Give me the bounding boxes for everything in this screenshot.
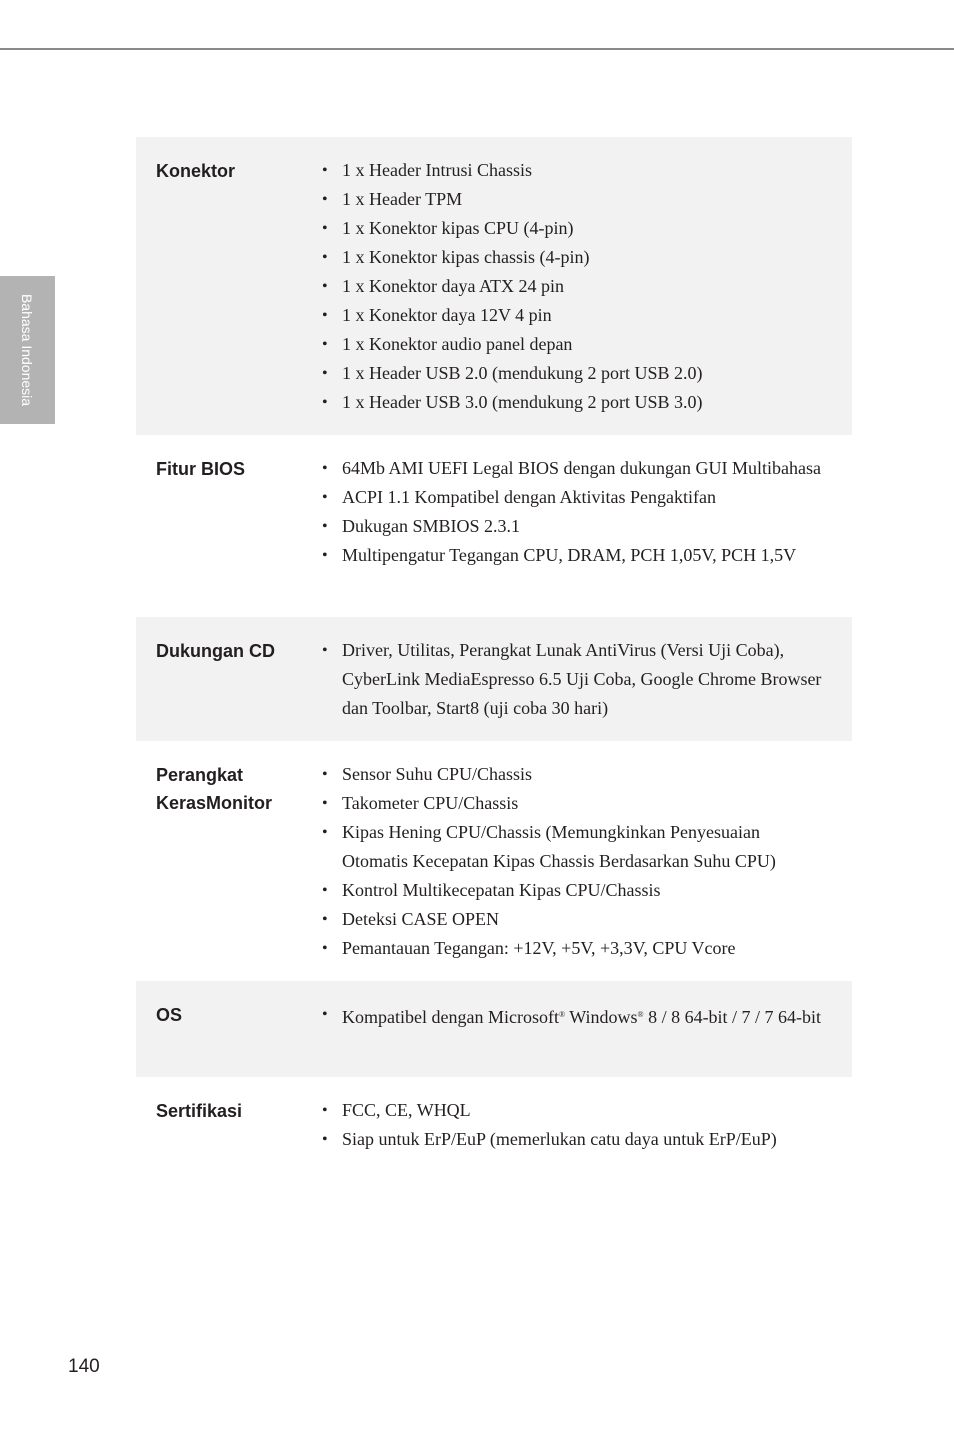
- list-item: • 1 x Konektor audio panel depan: [342, 330, 822, 359]
- list-item: • 1 x Header TPM: [342, 185, 822, 214]
- list-item: • Kontrol Multikecepatan Kipas CPU/Chassis: [342, 876, 822, 905]
- specification-table: [136, 137, 852, 1177]
- list-item: • 1 x Header Intrusi Chassis: [342, 156, 822, 185]
- list-item: • Driver, Utilitas, Perangkat Lunak AntiVirus (Versi Uji Coba), CyberLink MediaEspresso 6.5 Uji Coba, Google Chrome Browser dan Toolbar, Start8 (uji coba 30 hari): [342, 636, 822, 723]
- language-side-tab: [0, 276, 55, 424]
- language-tab-label: Bahasa Indonesia: [19, 293, 35, 407]
- spec-label: Konektor: [156, 161, 236, 181]
- list-item: • Dukugan SMBIOS 2.3.1: [342, 512, 822, 541]
- list-item: • Deteksi CASE OPEN: [342, 905, 822, 934]
- spec-label: Fitur BIOS: [156, 459, 245, 479]
- spec-label: Dukungan CD: [156, 641, 275, 661]
- list-item: • 64Mb AMI UEFI Legal BIOS dengan dukungan GUI Multibahasa: [342, 454, 822, 483]
- spec-row-sertifikasi: [136, 1077, 852, 1177]
- registered-mark: ®: [558, 1010, 566, 1019]
- list-item: • 1 x Konektor kipas CPU (4-pin): [342, 214, 822, 243]
- list-item: • 1 x Konektor daya ATX 24 pin: [342, 272, 822, 301]
- registered-mark: ®: [637, 1010, 644, 1019]
- spec-list: [136, 617, 822, 723]
- spec-row-fitur-bios: [136, 435, 852, 617]
- list-item: • 1 x Header USB 3.0 (mendukung 2 port USB 3.0): [342, 388, 822, 417]
- spec-label: Perangkat KerasMonitor: [156, 765, 273, 813]
- page-number: 140: [68, 1356, 100, 1377]
- list-item: • 1 x Konektor daya 12V 4 pin: [342, 301, 822, 330]
- list-item: • Takometer CPU/Chassis: [342, 789, 822, 818]
- list-item: • Kipas Hening CPU/Chassis (Memungkinkan Penyesuaian Otomatis Kecepatan Kipas Chassis Berdasarkan Suhu CPU): [342, 818, 822, 876]
- list-item: • ACPI 1.1 Kompatibel dengan Aktivitas Pengaktifan: [342, 483, 822, 512]
- spec-row-os: [136, 981, 852, 1077]
- list-item: • FCC, CE, WHQL: [342, 1096, 822, 1125]
- spec-label: OS: [156, 1005, 183, 1025]
- os-text: Windows: [565, 1007, 638, 1027]
- spec-row-dukungan-cd: [136, 617, 852, 741]
- os-text: 8 / 8 64-bit / 7 / 7 64-bit: [643, 1007, 822, 1027]
- list-item: • 1 x Konektor kipas chassis (4-pin): [342, 243, 822, 272]
- list-item: • Multipengatur Tegangan CPU, DRAM, PCH 1,05V, PCH 1,5V: [342, 541, 822, 570]
- os-text: Kompatibel dengan Microsoft: [342, 1007, 559, 1027]
- list-item: • Pemantauan Tegangan: +12V, +5V, +3,3V, CPU Vcore: [342, 934, 822, 963]
- spec-row-hardware-monitor: [136, 741, 852, 981]
- header-rule: [0, 48, 954, 50]
- list-item: • Siap untuk ErP/EuP (memerlukan catu daya untuk ErP/EuP): [342, 1125, 822, 1154]
- spec-row-konektor: [136, 137, 852, 435]
- list-item: • 1 x Header USB 2.0 (mendukung 2 port USB 2.0): [342, 359, 822, 388]
- list-item: [342, 1000, 822, 1032]
- list-item: • Sensor Suhu CPU/Chassis: [342, 760, 822, 789]
- spec-label: Sertifikasi: [156, 1101, 243, 1121]
